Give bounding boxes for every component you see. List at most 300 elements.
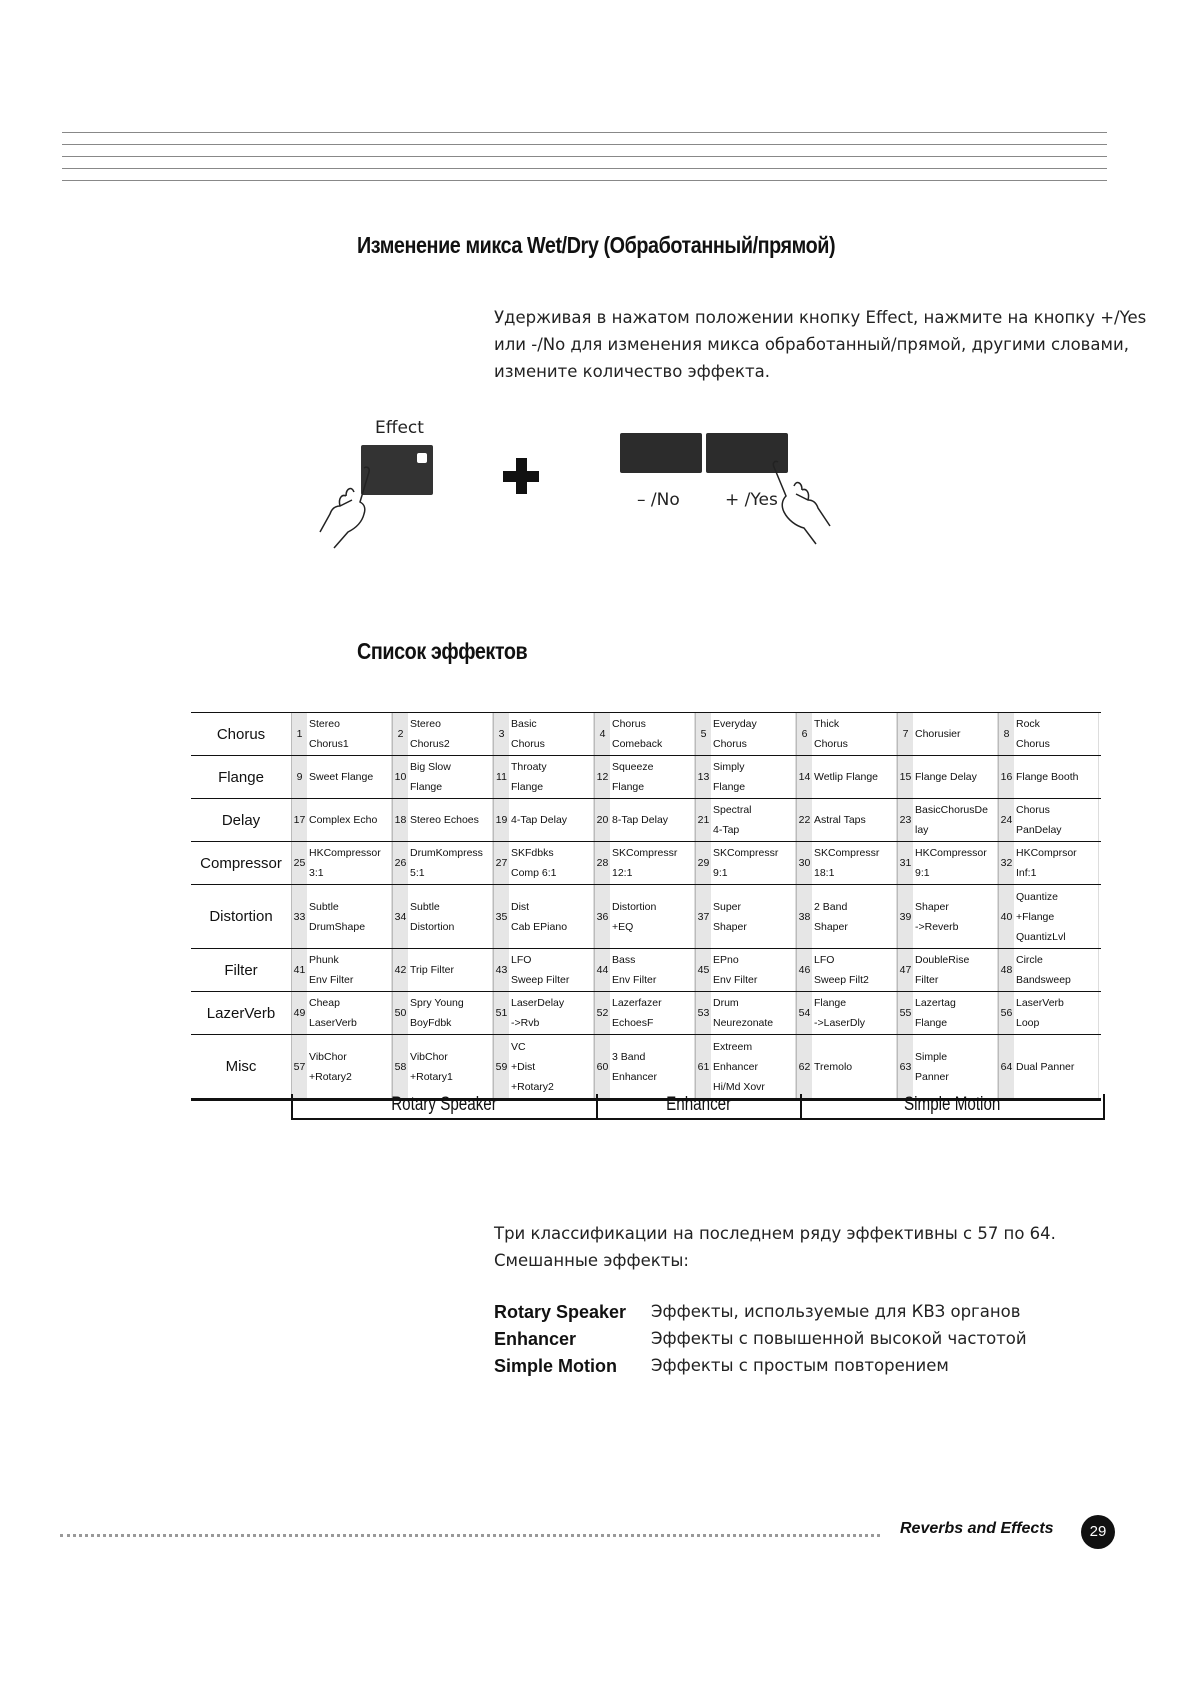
effect-cell [392, 949, 493, 991]
effect-cell [493, 885, 594, 948]
effect-cell [796, 756, 897, 798]
effect-name-line: Sweet Flange [309, 771, 374, 783]
effects-table-row [191, 841, 1101, 884]
effect-number: 37 [695, 885, 711, 948]
effect-number: 12 [594, 756, 610, 798]
effect-name [1014, 799, 1099, 841]
effect-name [408, 1035, 493, 1098]
effect-name-line: Quantize [1016, 890, 1059, 903]
effect-name-line: 18:1 [814, 867, 835, 879]
effect-category-label: Chorus [216, 725, 266, 743]
effect-name-line: Inf:1 [1016, 867, 1037, 879]
effect-name-line: Circle [1016, 954, 1043, 966]
effect-category-label: Flange [218, 768, 264, 786]
effect-number: 21 [695, 799, 711, 841]
effects-table-row [191, 948, 1101, 991]
effect-name-line: Extreem [713, 1040, 753, 1053]
header-rule [62, 132, 1107, 133]
footer-dotted-rule [60, 1534, 880, 1537]
effect-name [812, 1035, 897, 1098]
effect-name-line: Chorus [612, 718, 646, 730]
effect-number: 53 [695, 992, 711, 1034]
effect-category-label: Delay [221, 811, 261, 829]
definition-description: Эффекты, используемые для КВЗ органов [651, 1302, 1021, 1321]
effect-name [408, 992, 493, 1034]
effect-cell [493, 756, 594, 798]
effect-name-line: LFO [511, 954, 532, 966]
effect-cell [897, 1035, 998, 1098]
header-rule [62, 180, 1107, 181]
effect-name-line: Shaper [915, 900, 949, 913]
effect-name-line: 3:1 [309, 867, 324, 879]
effect-name [307, 949, 392, 991]
effect-number: 55 [897, 992, 913, 1034]
paragraph-line: измените количество эффекта. [494, 362, 770, 381]
effect-cell [392, 799, 493, 841]
effect-name [1014, 713, 1099, 755]
effect-name-line: Panner [915, 1070, 949, 1083]
group-label-text: Enhancer [666, 1094, 732, 1115]
effect-cell [291, 756, 392, 798]
effect-name-line: Subtle [410, 900, 440, 913]
effect-cell [493, 799, 594, 841]
effect-name-line: 3 Band [612, 1050, 646, 1063]
effect-number: 47 [897, 949, 913, 991]
effect-number: 3 [493, 713, 509, 755]
effect-cell [695, 713, 796, 755]
effect-name-line: Comeback [612, 738, 663, 750]
effect-number: 8 [998, 713, 1014, 755]
effect-name [711, 842, 796, 884]
effect-cell [695, 949, 796, 991]
effect-number: 35 [493, 885, 509, 948]
effect-name [1014, 1035, 1099, 1098]
effect-name-line: Flange [713, 781, 746, 793]
effect-name [1014, 949, 1099, 991]
effect-name-line: VC [511, 1040, 526, 1053]
effect-number: 24 [998, 799, 1014, 841]
effect-name-line: Chorus1 [309, 738, 349, 750]
effect-number: 5 [695, 713, 711, 755]
effect-name [913, 842, 998, 884]
effect-cell [998, 992, 1099, 1034]
effect-led-icon [417, 453, 427, 463]
effect-name-line: Env Filter [612, 974, 657, 986]
effect-name [610, 949, 695, 991]
effect-cell [291, 949, 392, 991]
classification-note [494, 1220, 1101, 1274]
effect-name-line: Phunk [309, 954, 339, 966]
effect-name [408, 949, 493, 991]
effect-name [307, 713, 392, 755]
effect-name [509, 713, 594, 755]
effect-cell [897, 713, 998, 755]
effect-cell [998, 949, 1099, 991]
effects-table-row [191, 1034, 1101, 1101]
effect-cell [998, 842, 1099, 884]
effect-cell [594, 949, 695, 991]
effect-name-line: LFO [814, 954, 835, 966]
effect-name-line: Chorusier [915, 728, 961, 740]
effect-name [509, 885, 594, 948]
effect-name-line: Flange [612, 781, 645, 793]
effect-cell [291, 799, 392, 841]
effect-name-line: EPno [713, 954, 739, 966]
effect-name [711, 885, 796, 948]
effect-name-line: +Flange [1016, 910, 1055, 923]
effect-name-line: Simply [713, 761, 745, 773]
effect-number: 29 [695, 842, 711, 884]
effect-name [509, 1035, 594, 1098]
effect-name [711, 799, 796, 841]
effect-name-line: Env Filter [713, 974, 758, 986]
effect-name [610, 756, 695, 798]
effect-number: 10 [392, 756, 408, 798]
effect-name [610, 713, 695, 755]
effect-cell [998, 756, 1099, 798]
pressing-hand-icon [768, 456, 838, 548]
effect-number: 54 [796, 992, 812, 1034]
effect-name-line: QuantizLvl [1016, 930, 1066, 943]
effect-name-line: Flange [410, 781, 443, 793]
effects-table [191, 712, 1101, 1101]
effect-button-label: Effect [375, 418, 424, 438]
effect-name [812, 799, 897, 841]
effect-name-line: Enhancer [713, 1060, 758, 1073]
effect-name-line: +Rotary1 [410, 1070, 453, 1083]
effect-name [408, 713, 493, 755]
effect-cell [695, 756, 796, 798]
effect-name-line: Basic [511, 718, 537, 730]
effect-name-line: VibChor [309, 1050, 347, 1063]
effect-name [812, 842, 897, 884]
effect-number: 27 [493, 842, 509, 884]
effect-name [408, 842, 493, 884]
effect-number: 23 [897, 799, 913, 841]
effect-cell [796, 992, 897, 1034]
effect-cell [291, 885, 392, 948]
effect-name-line: DrumShape [309, 920, 366, 933]
effect-number: 19 [493, 799, 509, 841]
effect-cell [493, 949, 594, 991]
section-heading-mix: Изменение микса Wet/Dry (Обработанный/прямой) [357, 232, 836, 258]
effect-cell [594, 885, 695, 948]
effect-name-line: SKCompressr [814, 847, 880, 859]
effect-category-label: LazerVerb [206, 1004, 276, 1022]
effect-name-line: Trip Filter [410, 964, 454, 976]
effect-number: 60 [594, 1035, 610, 1098]
effect-name-line: Chorus2 [410, 738, 450, 750]
effect-number: 36 [594, 885, 610, 948]
effect-name-line: Super [713, 900, 742, 913]
effect-number: 33 [291, 885, 307, 948]
effect-name-line: DrumKompress [410, 847, 483, 859]
effect-name-line: Dist [511, 900, 530, 913]
effect-name [509, 949, 594, 991]
effect-name-line: Chorus [713, 738, 747, 750]
effect-number: 48 [998, 949, 1014, 991]
effect-cell [392, 885, 493, 948]
effect-name [307, 756, 392, 798]
effect-name [307, 992, 392, 1034]
definition-term: Simple Motion [494, 1356, 617, 1376]
effect-number: 14 [796, 756, 812, 798]
effect-name-line: Big Slow [410, 761, 451, 773]
effect-name-line: Bass [612, 954, 636, 966]
effect-name [1014, 885, 1099, 948]
effect-name [307, 799, 392, 841]
effect-cell [897, 799, 998, 841]
effect-cell [695, 992, 796, 1034]
effect-cell [796, 885, 897, 948]
effect-cell [291, 842, 392, 884]
page-number: 29 [1081, 1515, 1115, 1549]
effect-name [812, 992, 897, 1034]
effect-cell [695, 799, 796, 841]
effect-name-line: Flange [915, 1017, 948, 1029]
effect-name-line: EchoesF [612, 1017, 654, 1029]
effect-name-line: Bandsweep [1016, 974, 1071, 986]
effect-name-line: Chorus [1016, 804, 1050, 816]
effect-name [711, 949, 796, 991]
effect-name-line: Comp 6:1 [511, 867, 557, 879]
effect-number: 1 [291, 713, 307, 755]
effect-name [812, 949, 897, 991]
effect-name [913, 885, 998, 948]
effect-cell [796, 842, 897, 884]
effect-cell [493, 842, 594, 884]
effect-number: 32 [998, 842, 1014, 884]
effect-number: 59 [493, 1035, 509, 1098]
effect-number: 2 [392, 713, 408, 755]
effect-name-line: Sweep Filt2 [814, 974, 869, 986]
effect-name-line: Simple [915, 1050, 948, 1063]
effect-name-line: Shaper [713, 920, 747, 933]
effect-name-line: Throaty [511, 761, 547, 773]
effect-name-line: BoyFdbk [410, 1017, 452, 1029]
effect-name [408, 885, 493, 948]
effect-name-line: LaserVerb [309, 1017, 357, 1029]
effect-cell [594, 799, 695, 841]
effect-cell [897, 756, 998, 798]
effect-name-line: Lazertag [915, 997, 956, 1009]
effect-number: 39 [897, 885, 913, 948]
effect-number: 57 [291, 1035, 307, 1098]
effect-cell [998, 885, 1099, 948]
effect-name-line: Subtle [309, 900, 339, 913]
effect-name-line: ->Reverb [915, 920, 959, 933]
effect-name-line: Chorus [814, 738, 848, 750]
effect-cell [897, 949, 998, 991]
definition-term: Rotary Speaker [494, 1302, 627, 1322]
effect-number: 44 [594, 949, 610, 991]
effect-number: 63 [897, 1035, 913, 1098]
effect-name-line: Chorus [511, 738, 545, 750]
effect-name-line: Chorus [1016, 738, 1050, 750]
no-button [620, 433, 702, 473]
effect-number: 26 [392, 842, 408, 884]
effect-name-line: 9:1 [915, 867, 930, 879]
effect-name-line: Spry Young [410, 997, 464, 1009]
effect-number: 61 [695, 1035, 711, 1098]
effect-name [610, 842, 695, 884]
effect-number: 30 [796, 842, 812, 884]
effect-name-line: SKFdbks [511, 847, 554, 859]
effect-name [711, 992, 796, 1034]
effect-cell [796, 713, 897, 755]
effect-cell [392, 1035, 493, 1098]
effect-name [913, 756, 998, 798]
effect-name-line: Complex Echo [309, 814, 378, 826]
effect-cell [594, 992, 695, 1034]
effects-table-row [191, 991, 1101, 1034]
effect-cell [897, 885, 998, 948]
effect-number: 15 [897, 756, 913, 798]
effect-number: 51 [493, 992, 509, 1034]
effect-category-label: Misc [225, 1058, 257, 1075]
group-label-enhancer [596, 1094, 802, 1120]
effect-name [913, 992, 998, 1034]
effect-number: 25 [291, 842, 307, 884]
effect-name-line: Spectral [713, 804, 752, 816]
effect-name [913, 799, 998, 841]
paragraph-line: Смешанные эффекты: [494, 1251, 689, 1270]
effect-name-line: SKCompressr [612, 847, 678, 859]
effect-number: 18 [392, 799, 408, 841]
effect-name-line: Env Filter [309, 974, 354, 986]
effect-name-line: VibChor [410, 1050, 448, 1063]
effect-cell [594, 713, 695, 755]
effect-name-line: Flange [511, 781, 544, 793]
effect-cell [392, 756, 493, 798]
effect-name [307, 1035, 392, 1098]
effect-number: 28 [594, 842, 610, 884]
group-label-rotary-speaker [291, 1094, 597, 1120]
effect-name-line: HKComprsor [1016, 847, 1077, 859]
header-rule [62, 144, 1107, 145]
effect-name-line: +EQ [612, 920, 634, 933]
effect-name [408, 799, 493, 841]
paragraph-line: или -/No для изменения микса обработанный/прямой, другими словами, [494, 335, 1129, 354]
effect-cell [998, 1035, 1099, 1098]
effect-number: 34 [392, 885, 408, 948]
effect-name-line: Cab EPiano [511, 920, 568, 933]
definition-term: Enhancer [494, 1329, 577, 1349]
group-label-text: Simple Motion [904, 1094, 1001, 1115]
header-rule [62, 168, 1107, 169]
effect-name-line: Stereo [309, 718, 340, 730]
effect-cell [594, 1035, 695, 1098]
effect-cell [897, 842, 998, 884]
yes-button-label: + /Yes [725, 490, 778, 510]
effect-name-line: 4-Tap [713, 824, 740, 836]
effect-category-label: Distortion [209, 908, 273, 925]
effect-name-line: Loop [1016, 1017, 1040, 1029]
effect-name [307, 885, 392, 948]
effect-name-line: Sweep Filter [511, 974, 570, 986]
effect-name-line: Neurezonate [713, 1017, 774, 1029]
effect-name-line: HKCompressor [309, 847, 381, 859]
effect-name [509, 799, 594, 841]
effect-cell [695, 842, 796, 884]
effect-cell [493, 713, 594, 755]
effect-name-line: +Rotary2 [511, 1080, 554, 1093]
effect-name-line: 4-Tap Delay [511, 814, 568, 826]
effect-number: 22 [796, 799, 812, 841]
section-heading-effects-list: Список эффектов [357, 638, 528, 664]
effect-name [913, 713, 998, 755]
effect-name-line: 2 Band [814, 900, 848, 913]
effect-name [913, 1035, 998, 1098]
effect-cell [291, 992, 392, 1034]
effect-name-line: Wetlip Flange [814, 771, 879, 783]
effect-number: 13 [695, 756, 711, 798]
effect-number: 41 [291, 949, 307, 991]
effect-number: 62 [796, 1035, 812, 1098]
effect-number: 42 [392, 949, 408, 991]
effect-name [1014, 842, 1099, 884]
effect-name [408, 756, 493, 798]
effect-name [610, 799, 695, 841]
effect-name [509, 842, 594, 884]
plus-icon [503, 458, 539, 494]
effect-name [509, 992, 594, 1034]
effect-name-line: Squeeze [612, 761, 654, 773]
effect-number: 45 [695, 949, 711, 991]
effect-name-line: Tremolo [814, 1060, 853, 1073]
effect-name-line: Dual Panner [1016, 1060, 1075, 1073]
effect-name [711, 1035, 796, 1098]
effect-name-line: +Dist [511, 1060, 536, 1073]
effect-number: 20 [594, 799, 610, 841]
effect-cell [392, 713, 493, 755]
effect-name [610, 885, 695, 948]
effect-name [1014, 756, 1099, 798]
effect-name-line: Everyday [713, 718, 757, 730]
effect-name-line: LaserDelay [511, 997, 565, 1009]
effect-number: 4 [594, 713, 610, 755]
effect-name-line: Stereo [410, 718, 441, 730]
effect-name-line: lay [915, 824, 929, 836]
effect-number: 6 [796, 713, 812, 755]
effect-name-line: ->LaserDly [814, 1017, 866, 1029]
effect-name-line: +Rotary2 [309, 1070, 352, 1083]
effect-name-line: Stereo Echoes [410, 814, 479, 826]
effect-number: 40 [998, 885, 1014, 948]
effect-name-line: Thick [814, 718, 840, 730]
effect-name-line: Cheap [309, 997, 340, 1009]
effect-name [913, 949, 998, 991]
effect-cell [796, 949, 897, 991]
effect-category-label: Filter [224, 961, 258, 979]
effect-name-line: 12:1 [612, 867, 633, 879]
effect-cell [594, 842, 695, 884]
effect-number: 46 [796, 949, 812, 991]
group-label-text: Rotary Speaker [391, 1094, 498, 1115]
effect-name-line: Shaper [814, 920, 848, 933]
effect-cell [493, 992, 594, 1034]
effect-number: 38 [796, 885, 812, 948]
effect-name-line: ->Rvb [511, 1017, 540, 1029]
effect-name-line: Flange Booth [1016, 771, 1079, 783]
effect-cell [493, 1035, 594, 1098]
effect-number: 7 [897, 713, 913, 755]
effect-cell [695, 885, 796, 948]
effect-name-line: DoubleRise [915, 954, 970, 966]
effect-name-line: Astral Taps [814, 814, 866, 826]
definition-description: Эффекты с простым повторением [651, 1356, 949, 1375]
effect-number: 31 [897, 842, 913, 884]
